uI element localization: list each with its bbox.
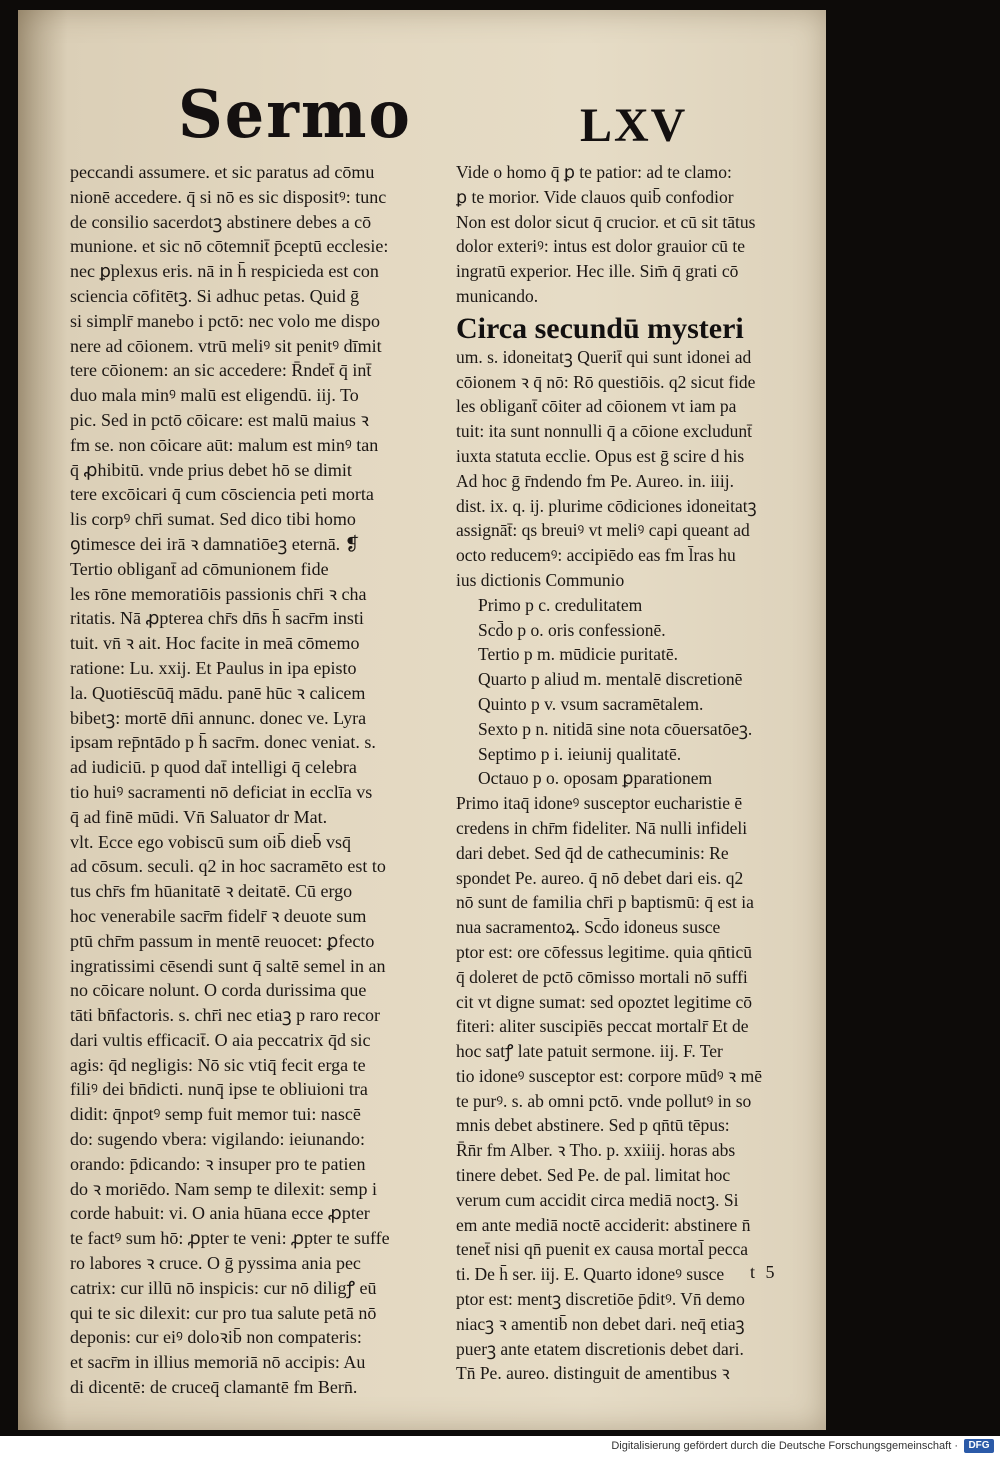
right-column-end-block: [456, 791, 808, 1386]
text-line: tio huiꝰ sacramenti nō deficiat in ecclīa vs: [70, 781, 373, 802]
text-line: Primo itaq̄ idoneꝰ susceptor eucharistie ē: [456, 793, 743, 814]
text-line: munione. et sic nō cōtemnit̄ p̄ceptū ecclesie:: [70, 236, 389, 257]
text-line: didit: q̄npotꝰ semp fuit memor tui: nascē: [70, 1104, 361, 1125]
text-line: tuit: ita sunt nonnulli q̄ a cōione excludunt̄: [456, 421, 752, 442]
text-line: sciencia cōfitētꝫ. Si adhuc petas. Quid ḡ: [70, 285, 360, 306]
condition-item: Tertio p m. mūdicie puritatē.: [478, 644, 678, 665]
text-line: nō sunt de familia chr̄i p baptismū: q̄ est ia: [456, 892, 754, 913]
footer-bar: [0, 1436, 1000, 1458]
text-line: Tertio obligant̄ ad cōmunionem fide: [70, 558, 329, 579]
text-line: iuxta statuta ecclie. Opus est ḡ scire d his: [456, 445, 745, 466]
text-line: tinere debet. Sed Pe. de pal. limitat hoc: [456, 1165, 731, 1186]
text-line: assignāt̄: qs breuiꝰ vt meliꝰ capi queant ad: [456, 520, 750, 541]
text-line: tāti bn̄factoris. s. chr̄i nec etiaꝫ p raro recor: [70, 1005, 381, 1026]
text-line: mnis debet abstinere. Sed p qn̄tū tēpus:: [456, 1115, 730, 1136]
text-line: corde habuit: vi. O ania hūana ecce ꝓpter: [70, 1203, 370, 1224]
text-line: um. s. idoneitatꝫ Querit̄ qui sunt idonei ad: [456, 346, 752, 367]
running-head-folio: LXV: [580, 99, 688, 152]
text-line: ad iudiciū. p quod dat̄ intelligi q̄ celebra: [70, 757, 357, 778]
text-line: fiteri: aliter suscipiēs peccat mortalr̄ Et de: [456, 1016, 749, 1037]
conditions-list: [456, 593, 808, 791]
text-line: orando: p̄dicando: ꝛ insuper pro te patien: [70, 1153, 366, 1174]
text-line: bibetꝫ: mortē dn̄i annunc. donec ve. Lyra: [70, 707, 367, 728]
text-line: tere excōicari q̄ cum cōsciencia peti morta: [70, 484, 374, 505]
text-line: dist. ix. q. ij. plurime cōdiciones idoneitatꝫ: [456, 495, 757, 516]
right-column-body-block: [456, 345, 808, 593]
condition-item: Scd̄o p o. oris confessionē.: [478, 619, 666, 640]
text-line: cit vt digne sumat: sed opoztet legitime cō: [456, 991, 752, 1012]
running-head-left: Sermo: [178, 76, 412, 153]
text-line: nionē accedere. q̄ si nō es sic dispositꝰ: tunc: [70, 186, 387, 207]
text-line: tio idoneꝰ susceptor est: corpore mūdꝰ ꝛ mē: [456, 1065, 762, 1086]
text-line: nere ad cōionem. vtrū meliꝰ sit penitꝰ dīmit: [70, 335, 382, 356]
text-line: ad cōsum. seculi. q2 in hoc sacramēto est to: [70, 856, 386, 877]
section-heading: Circa secundū mysteri: [456, 311, 744, 345]
condition-item: Quarto p aliud m. mentalē discretionē: [478, 669, 743, 690]
text-line: ritatis. Nā ꝓpterea chr̄s dn̄s h̄ sacr̄m insti: [70, 608, 364, 629]
text-line: nec ꝑplexus eris. nā in h̄ respicieda est con: [70, 261, 379, 282]
text-line: q̄ ꝓhibitū. vnde prius debet hō se dimit: [70, 459, 352, 480]
text-line: di dicentē: de cruceq̄ clamantē fm Bern̄.: [70, 1377, 358, 1398]
text-line: Non est dolor sicut q̄ crucior. et cū sit tātus: [456, 211, 756, 232]
text-line: ratione: Lu. xxij. Et Paulus in ipa episto: [70, 657, 357, 678]
text-line: dolor exteriꝰ: intus est dolor grauior cū te: [456, 236, 746, 257]
condition-item: Quinto p v. vsum sacramētalem.: [478, 693, 704, 714]
text-line: les obligant̄ cōiter ad cōionem vt iam pa: [456, 396, 737, 417]
text-line: Tn̄ Pe. aureo. distinguit de amentibus ꝛ: [456, 1363, 730, 1384]
text-line: ipsam rep̄ntādo p h̄ sacr̄m. donec veniat. s.: [70, 732, 376, 753]
text-line: ius dictionis Communio: [456, 569, 625, 590]
text-line: si simplr̄ manebo i pctō: nec volo me dispo: [70, 310, 380, 331]
text-line: dari vultis efficacit̄. O aia peccatrix q̄d sic: [70, 1029, 371, 1050]
text-line: niacꝫ ꝛ amentib̄ non debet dari. neq̄ etiaꝫ: [456, 1313, 745, 1334]
right-text-column: [456, 160, 808, 1386]
text-line: duo mala minꝰ malū est eligendū. iij. To: [70, 385, 359, 406]
text-line: verum cum accidit circa mediā noctꝫ. Si: [456, 1189, 739, 1210]
condition-item: Octauo p o. oposam ꝑparationem: [478, 768, 713, 789]
text-line: tus chr̄s fm hūanitatē ꝛ deitatē. Cū ergo: [70, 881, 353, 902]
text-line: hoc satꝭ late patuit sermone. iij. F. Ter: [456, 1041, 723, 1062]
text-line: filiꝰ dei bn̄dicti. nunq̄ ipse te obliuioni tra: [70, 1079, 368, 1100]
text-line: q̄ ad finē mūdi. Vn̄ Saluator dr Mat.: [70, 806, 328, 827]
text-line: qui te sic dilexit: cur pro tua salute petā nō: [70, 1302, 377, 1323]
text-line: peccandi assumere. et sic paratus ad cōmu: [70, 162, 375, 182]
text-line: do: sugendo vbera: vigilando: ieiunando:: [70, 1129, 365, 1150]
page-gutter-shadow: [18, 10, 68, 1430]
text-line: Ad hoc ḡ r̄ndendo fm Pe. Aureo. in. iiij.: [456, 470, 735, 491]
text-line: ptor est: ore cōfessus legitime. quia qn̄ticū: [456, 941, 752, 962]
text-line: municando.: [456, 285, 539, 306]
text-line: do ꝛ moriēdo. Nam semp te dilexit: semp i: [70, 1178, 377, 1199]
text-line: hoc venerabile sacr̄m fidelr̄ ꝛ deuote sum: [70, 905, 367, 926]
condition-item: Sexto p n. nitidā sine nota cōuersatōeꝫ.: [478, 718, 753, 739]
text-line: Vide o homo q̄ ꝑ te patior: ad te clamo:: [456, 162, 732, 182]
text-line: no cōicare nolunt. O corda durissima que: [70, 980, 367, 1001]
text-line: les rōne memoratiōis passionis chr̄i ꝛ cha: [70, 583, 367, 604]
text-line: em ante mediā noctē acciderit: abstinere n̄: [456, 1214, 751, 1235]
dfg-logo: DFG: [964, 1439, 994, 1453]
text-line: tere cōionem: an sic accedere: R̄ndet̄ q̄ int̄: [70, 360, 372, 381]
text-line: ꝑ te morior. Vide clauos quib̄ confodior: [456, 186, 734, 207]
text-line: fm se. non cōicare aūt: malum est minꝰ tan: [70, 434, 379, 455]
text-line: nua sacramentoꝝ. Scd̄o idoneus susce: [456, 917, 721, 938]
text-line: tuit. vn̄ ꝛ ait. Hoc facite in meā cōmemo: [70, 633, 360, 654]
text-line: octo reducemꝰ: accipiēdo eas fm l̄ras hu: [456, 545, 736, 566]
text-line: puerꝫ ante etatem discretionis debet dari.: [456, 1338, 744, 1359]
footer-credit-text: Digitalisierung gefördert durch die Deutsche Forschungsgemeinschaft ·: [611, 1440, 958, 1452]
text-line: ptū chr̄m passum in mentē reuocet: ꝑfecto: [70, 930, 375, 951]
text-line: ro labores ꝛ cruce. O ḡ pyssima ania pec: [70, 1253, 361, 1274]
text-line: ptor est: mentꝫ discretiōe p̄ditꝰ. Vn̄ demo: [456, 1289, 745, 1310]
text-line: te purꝰ. s. ab omni pctō. vnde pollutꝰ in so: [456, 1090, 752, 1111]
text-line: pic. Sed in pctō cōicare: est malū maius ꝛ: [70, 409, 369, 430]
text-line: cōionem ꝛ q̄ nō: Rō questiōis. q2 sicut fide: [456, 371, 756, 392]
text-line: la. Quotiēscūq̄ mādu. panē hūc ꝛ calicem: [70, 682, 366, 703]
text-line: spondet Pe. aureo. q̄ nō debet dari eis. q2: [456, 867, 744, 888]
left-text-column: [70, 160, 456, 1400]
text-line: credens in chr̄m fideliter. Nā nulli infideli: [456, 817, 748, 838]
condition-item: Septimo p i. ieiunij qualitatē.: [478, 743, 682, 764]
right-column-top-block: [456, 160, 808, 309]
text-line: de consilio sacerdotꝫ abstinere debes a cō: [70, 211, 372, 232]
text-line: catrix: cur illū nō inspicis: cur nō diligꝭ eū: [70, 1277, 377, 1298]
text-line: et sacr̄m in illius memoriā nō accipis: Au: [70, 1352, 366, 1373]
text-line: ingratū experior. Hec ille. Sim̄ q̄ grati cō: [456, 261, 739, 282]
text-line: q̄ doleret de pctō cōmisso mortali nō suffi: [456, 966, 748, 987]
text-line: ti. De h̄ ser. iij. E. Quarto idoneꝰ susce: [456, 1264, 725, 1285]
text-line: agis: q̄d negligis: Nō sic vtiq̄ fecit erga te: [70, 1054, 366, 1075]
text-line: dari debet. Sed q̄d de cathecuminis: Re: [456, 842, 729, 863]
signature-mark: t 5: [750, 1262, 778, 1282]
text-line: R̄n̄r fm Alber. ꝛ Tho. p. xxiiij. horas abs: [456, 1140, 736, 1161]
text-line: ingratissimi cēsendi sunt q̄ saltē semel in an: [70, 955, 386, 976]
condition-item: Primo p c. credulitatem: [478, 594, 643, 615]
text-line: deponis: cur eiꝰ doloꝛib̄ non compateris:: [70, 1327, 362, 1348]
text-line: ꝯtimesce dei irā ꝛ damnatiōeꝫ eternā. ❡: [70, 533, 360, 554]
text-line: tenet̄ nisi qn̄ puenit ex causa mortal̄ pecca: [456, 1239, 749, 1260]
text-line: te factꝰ sum hō: ꝓpter te veni: ꝓpter te suffe: [70, 1228, 390, 1249]
text-line: lis corpꝰ chr̄i sumat. Sed dico tibi homo: [70, 509, 356, 530]
text-line: vlt. Ecce ego vobiscū sum oib̄ dieb̄ vsq̄: [70, 831, 351, 852]
book-page: [18, 10, 826, 1430]
